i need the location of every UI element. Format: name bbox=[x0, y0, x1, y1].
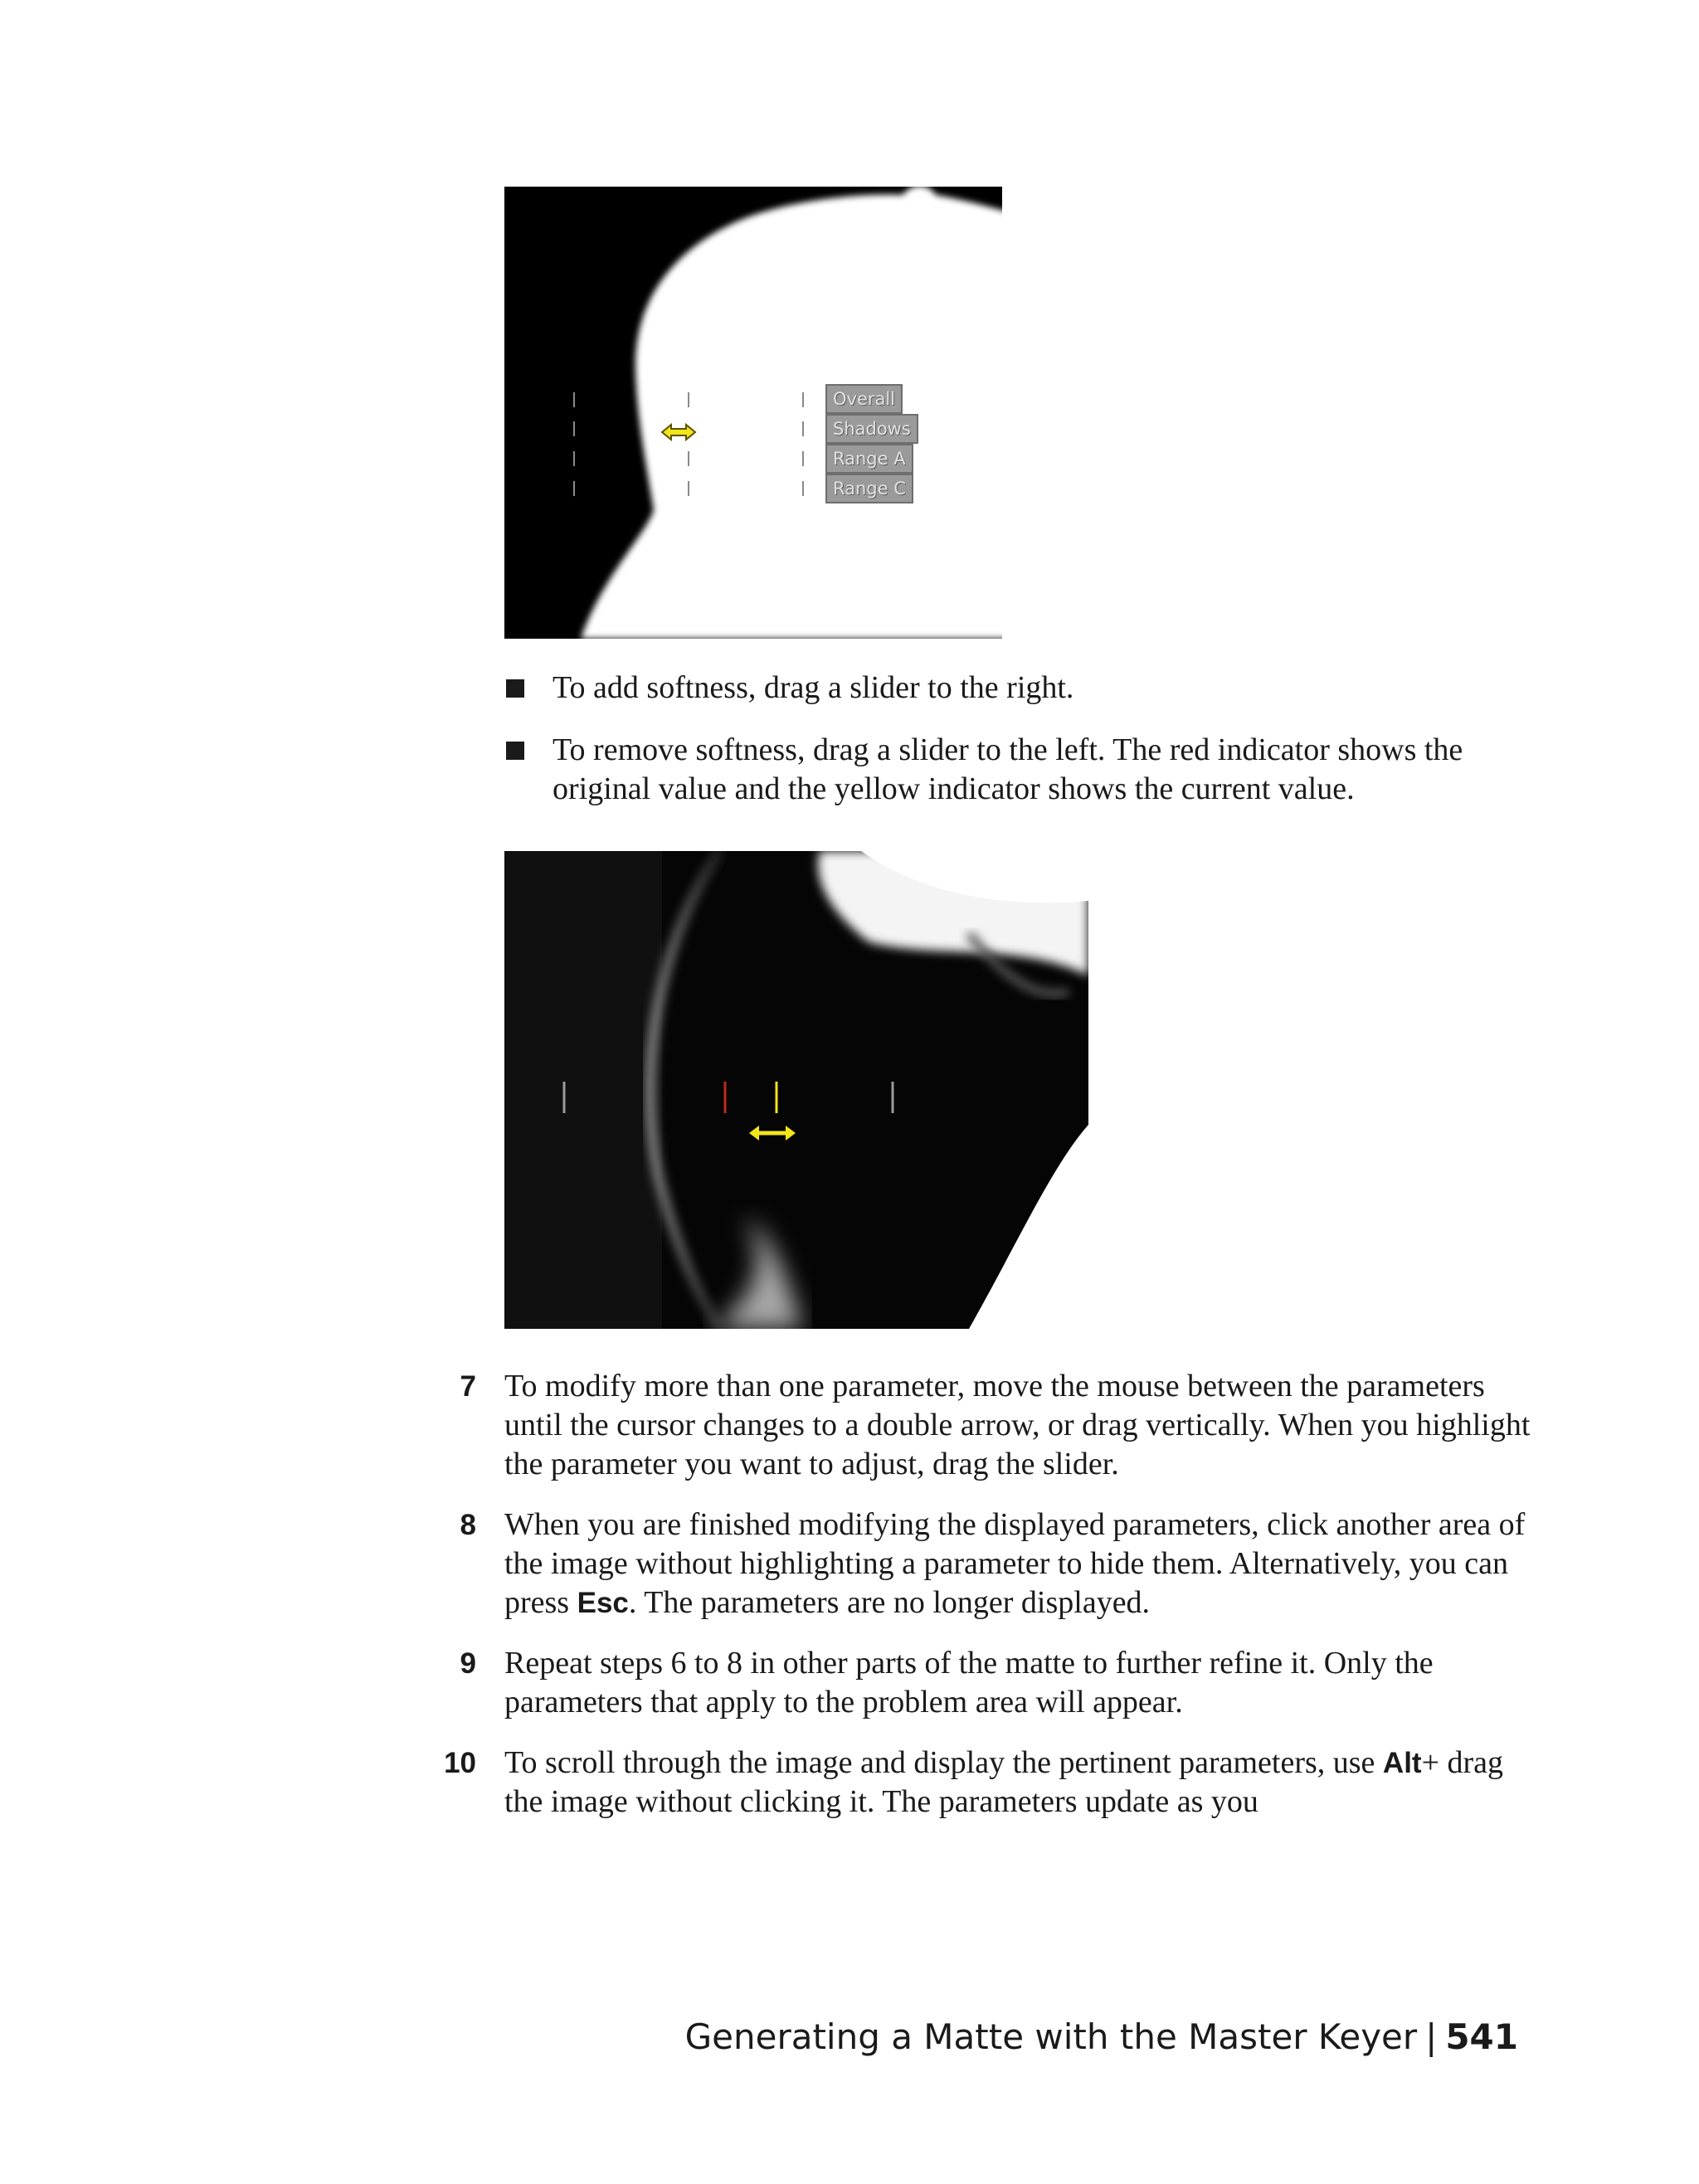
step-number: 8 bbox=[460, 1509, 476, 1541]
param-range-c-button[interactable]: Range C bbox=[825, 474, 913, 503]
matte-detail-image bbox=[504, 851, 1088, 1329]
page-number: 541 bbox=[1445, 2016, 1518, 2057]
step-text: To scroll through the image and display the pertinent parameters, use bbox=[504, 1745, 1383, 1780]
param-shadows-button[interactable]: Shadows bbox=[825, 414, 918, 444]
step-7 bbox=[431, 1367, 1535, 1484]
step-text: Repeat steps 6 to 8 in other parts of the matte to further refine it. Only the parameters that apply to the problem area will appear. bbox=[504, 1646, 1434, 1719]
step-9 bbox=[431, 1644, 1535, 1722]
step-text: When you are finished modifying the displayed parameters, click another area of the image without highlighting a parameter to hide them. Alternatively, you can press bbox=[504, 1507, 1526, 1620]
step-10 bbox=[431, 1744, 1535, 1822]
numbered-steps bbox=[431, 1367, 1535, 1843]
footer-title: Generating a Matte with the Master Keyer bbox=[684, 2016, 1418, 2057]
key-esc: Esc bbox=[577, 1587, 629, 1619]
bullet-text: To add softness, drag a slider to the right. bbox=[553, 670, 1074, 705]
step-text-cont: . The parameters are no longer displayed. bbox=[628, 1585, 1151, 1620]
footer-separator: | bbox=[1425, 2016, 1438, 2057]
double-arrow-cursor-icon bbox=[504, 187, 1079, 639]
bullet-square-icon bbox=[506, 679, 524, 698]
page-footer bbox=[685, 2016, 1518, 2057]
step-text: To modify more than one parameter, move the mouse between the parameters until the cursor changes to a double arrow, or drag vertically. When you highlight the parameter you want to adjust, drag the slider. bbox=[504, 1369, 1531, 1481]
key-alt: Alt bbox=[1382, 1747, 1422, 1779]
step-number: 7 bbox=[460, 1370, 476, 1403]
bullet-square-icon bbox=[506, 742, 524, 760]
step-number: 10 bbox=[444, 1747, 476, 1779]
step-number: 9 bbox=[460, 1647, 476, 1680]
matte-figure-2 bbox=[504, 851, 1088, 1329]
param-overall-button[interactable]: Overall bbox=[825, 384, 903, 414]
list-item bbox=[504, 731, 1533, 809]
list-item bbox=[504, 669, 1533, 708]
param-range-a-button[interactable]: Range A bbox=[825, 444, 913, 474]
step-8 bbox=[431, 1505, 1535, 1622]
bullet-text: To remove softness, drag a slider to the left. The red indicator shows the original value and the yellow indicator shows the current value. bbox=[553, 732, 1463, 806]
matte-figure-1 bbox=[504, 187, 1079, 639]
step-text-cont: + drag the image without clicking it. The parameters update as you bbox=[504, 1745, 1504, 1819]
softness-bullet-list bbox=[504, 669, 1533, 832]
